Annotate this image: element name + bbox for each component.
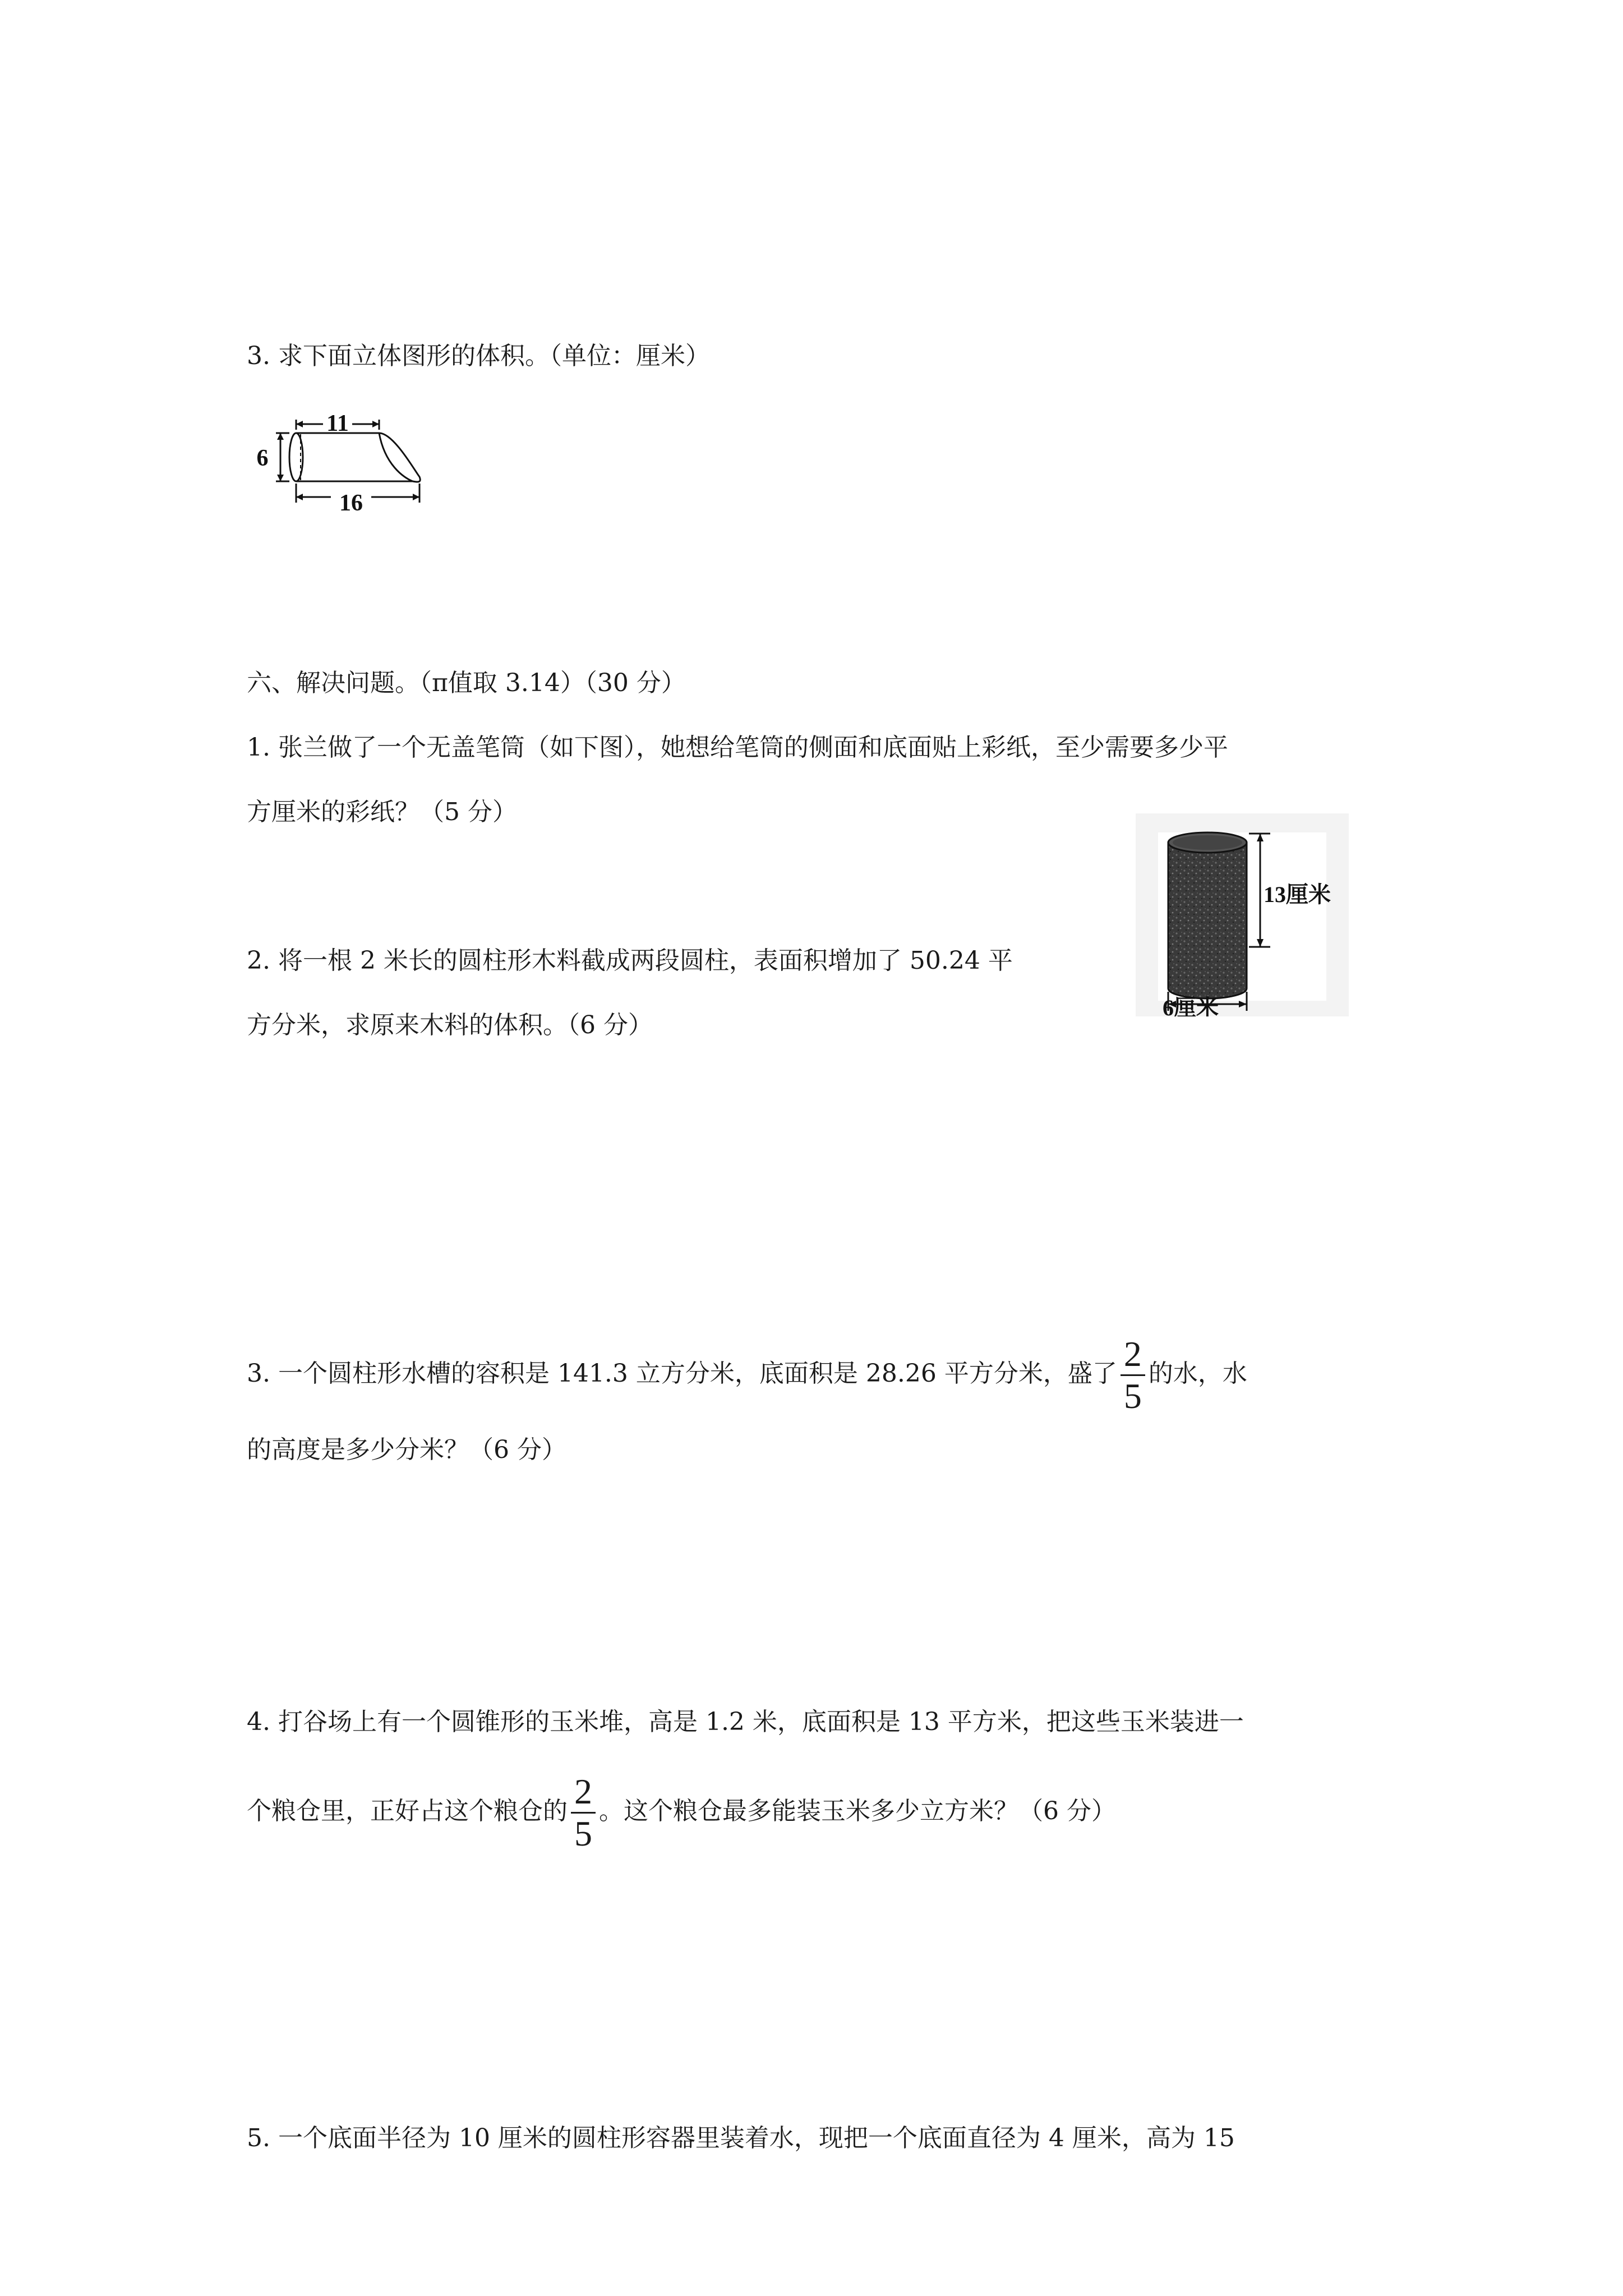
problem3-text-b: 的水，水 [1148, 1359, 1247, 1388]
problem4-line1: 4. 打谷场上有一个圆锥形的玉米堆，高是 1.2 米，底面积是 13 平方米，把这些玉米装进一 [247, 1708, 1244, 1736]
problem2-line1: 2. 将一根 2 米长的圆柱形木料截成两段圆柱，表面积增加了 50.24 平 [247, 946, 1013, 975]
pen-holder-diagram [1136, 813, 1349, 1016]
dim-left-label: 6 [256, 445, 269, 471]
problem1-line1: 1. 张兰做了一个无盖笔筒（如下图），她想给笔筒的侧面和底面贴上彩纸，至少需要多少平 [247, 733, 1228, 762]
fraction-numerator: 2 [1123, 1334, 1142, 1374]
problem1-line2: 方厘米的彩纸？（5 分） [247, 798, 517, 826]
fraction-denominator: 5 [1123, 1376, 1142, 1416]
diameter-label: 6厘米 [1163, 995, 1219, 1016]
dim-top-label: 11 [326, 411, 349, 436]
fraction-denominator: 5 [574, 1814, 592, 1853]
problem4-text-a: 个粮仓里，正好占这个粮仓的 [247, 1797, 568, 1825]
section6-heading: 六、解决问题。（π值取 3.14）（30 分） [247, 669, 686, 697]
problem4-line2 [247, 1773, 1116, 1853]
cut-cylinder-figure [247, 404, 437, 518]
problem3-line2: 的高度是多少分米？（6 分） [247, 1435, 566, 1464]
problem2-line2: 方分米，求原来木料的体积。（6 分） [247, 1011, 653, 1039]
problem4-text-b: 。这个粮仓最多能装玉米多少立方米？（6 分） [599, 1797, 1116, 1825]
problem3-line1 [247, 1335, 1247, 1415]
cut-cylinder-diagram [247, 404, 437, 516]
fraction-numerator: 2 [574, 1772, 592, 1811]
height-label: 13厘米 [1264, 882, 1331, 907]
dim-bottom-label: 16 [339, 490, 363, 516]
problem5-line1: 5. 一个底面半径为 10 厘米的圆柱形容器里装着水，现把一个底面直径为 4 厘米，高为 15 [247, 2124, 1235, 2152]
problem3-text-a: 3. 一个圆柱形水槽的容积是 141.3 立方分米，底面积是 28.26 平方分米，盛了 [247, 1359, 1117, 1388]
fraction-two-fifths [571, 1773, 596, 1853]
section5-question3: 3. 求下面立体图形的体积。（单位：厘米） [247, 342, 710, 370]
fraction-two-fifths [1121, 1335, 1145, 1415]
pen-holder-figure [1136, 813, 1349, 1019]
